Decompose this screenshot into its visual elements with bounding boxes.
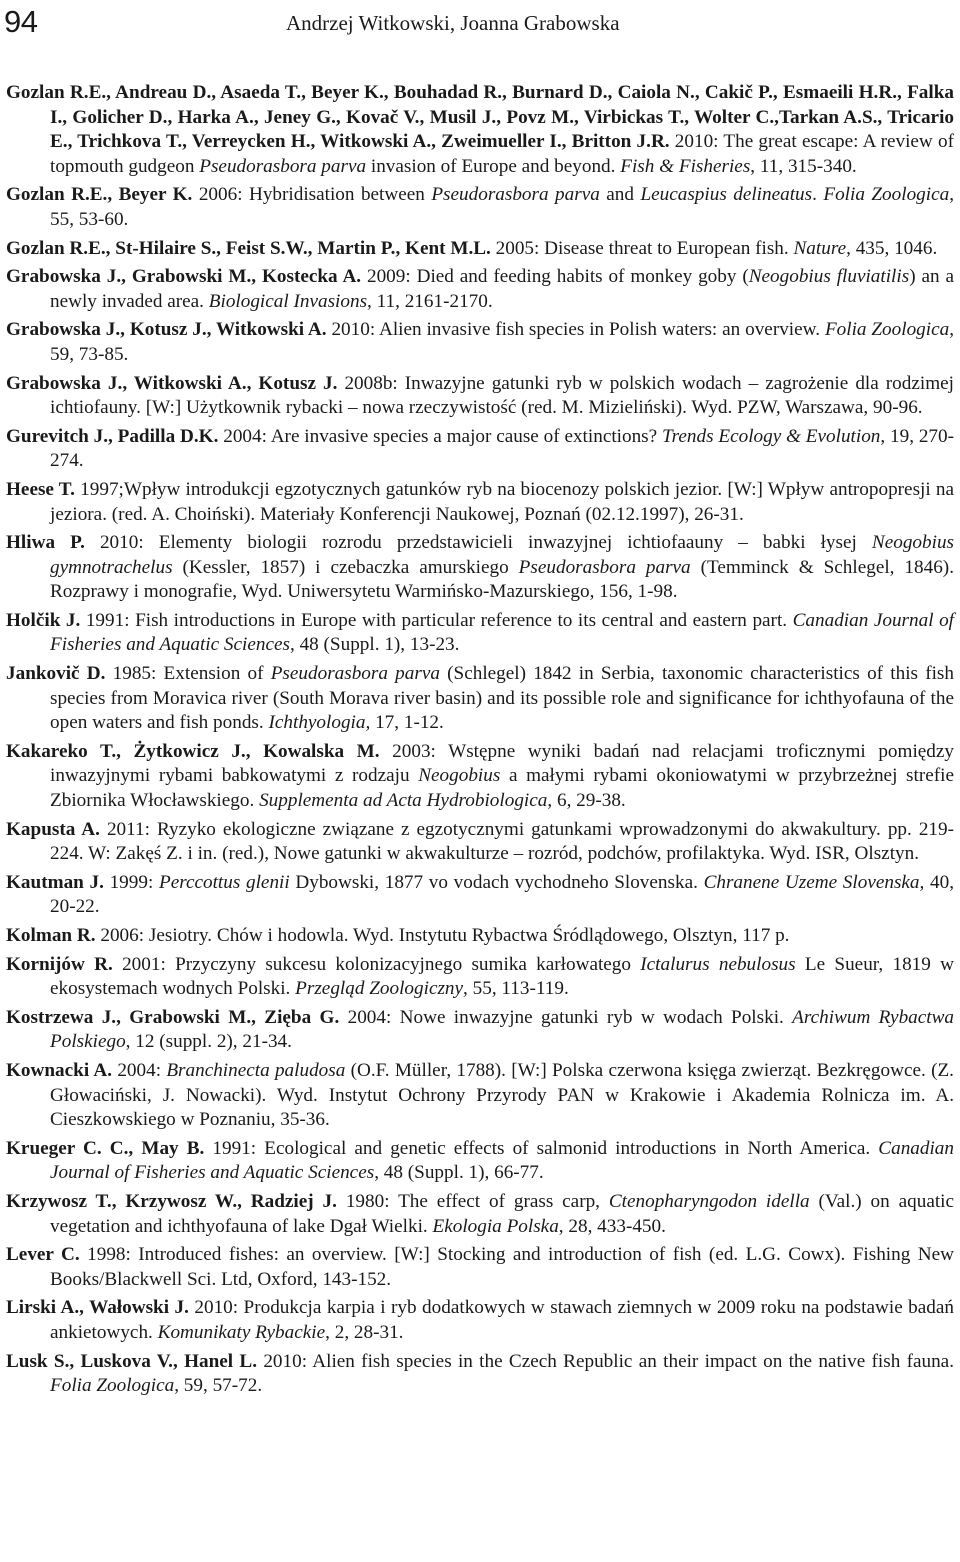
reference-text: 2009: Died and feeding habits of monkey goby ( [361, 266, 749, 288]
reference-entry [6, 478, 954, 527]
reference-italic-text: Komunikaty Rybackie [157, 1321, 326, 1343]
reference-italic-text: Ctenopharyngodon idella [608, 1190, 810, 1212]
reference-authors: Holčik J. [6, 609, 81, 631]
reference-entry [6, 1296, 954, 1345]
reference-authors: Grabowska J., Witkowski A., Kotusz J. [6, 372, 338, 394]
reference-italic-text: Ictalurus nebulosus [640, 953, 796, 975]
reference-authors: Lever C. [6, 1244, 80, 1266]
reference-text: (Val.) on aquatic vegetation and ichthyofauna of lake Dgał Wielki. [50, 1190, 955, 1237]
reference-entry [6, 1137, 954, 1186]
reference-italic-text: Canadian Journal of Fisheries and Aquatic Sciences [50, 1137, 954, 1184]
reference-italic-text: Canadian Journal of Fisheries and Aquatic Sciences [50, 609, 954, 656]
reference-text: , 48 (Suppl. 1), 13-23. [289, 634, 460, 656]
reference-text: , 6, 29-38. [547, 790, 626, 812]
reference-text: 1999: [103, 871, 159, 893]
reference-text: 2004: Are invasive species a major cause of extinctions? [218, 425, 662, 447]
reference-text: 1991: Fish introductions in Europe with particular reference to its central and eastern part. [80, 609, 793, 631]
reference-entry [6, 818, 954, 867]
reference-italic-text: Ekologia Polska [432, 1215, 559, 1237]
reference-authors: Heese T. [6, 478, 75, 500]
reference-text: Dybowski, 1877 vo vodach vychodneho Slovenska. [289, 871, 704, 893]
reference-authors: Kautman J. [6, 871, 104, 893]
reference-italic-text: Branchinecta paludosa [166, 1059, 346, 1081]
page-header [0, 0, 960, 58]
reference-entry [6, 871, 954, 920]
reference-text: (Temminck & Schlegel, 1846). Rozprawy i monografie, Wyd. Uniwersytetu Warmińsko-Mazurskiego, 156, 1-98. [50, 556, 954, 603]
reference-text: (Kessler, 1857) i czebaczka amurskiego [172, 556, 519, 578]
reference-text: 1985: Extension of [105, 663, 271, 685]
reference-entry [6, 372, 954, 421]
reference-text: 2004: [112, 1059, 167, 1081]
reference-text: 2010: The great escape: A review of topmouth gudgeon [50, 131, 954, 177]
reference-italic-text: Ichthyologia, [268, 712, 371, 734]
reference-text: , 11, 2161-2170. [367, 290, 493, 312]
reference-entry [6, 662, 954, 736]
reference-text: 1998: Introduced fishes: an overview. [W:] Stocking and introduction of fish (ed. L.G. Cowx). Fishing New Books/Blackwell Sci. Ltd, Oxford, 143-152. [50, 1244, 954, 1290]
reference-list [6, 81, 954, 1403]
reference-authors: Grabowska J., Kotusz J., Witkowski A. [6, 319, 327, 341]
reference-entry [6, 1190, 954, 1239]
reference-authors: Kakareko T., Żytkowicz J., Kowalska M. [6, 740, 380, 762]
reference-text: 2010: Alien invasive fish species in Polish waters: an overview. [326, 319, 825, 341]
reference-entry [6, 531, 954, 605]
reference-authors: Gurevitch J., Padilla D.K. [6, 425, 219, 447]
reference-text: , 11, 315-340. [750, 155, 857, 177]
reference-italic-text: Neogobius [418, 765, 501, 787]
reference-text: 2003: Wstępne wyniki badań nad relacjami troficznymi pomiędzy inwazyjnymi rybami babkowatymi z rodzaju [50, 740, 954, 787]
reference-italic-text: Folia Zoologica [824, 319, 950, 341]
reference-text: 2010: Produkcja karpia i ryb dodatkowych w stawach ziemnych w 2009 roku na podstawie badań ankietowych. [50, 1297, 954, 1343]
reference-authors: Gozlan R.E., Andreau D., Asaeda T., Beyer K., Bouhadad R., Burnard D., Caiola N., Cakič P., Esmaeili H.R., Falka I., Golicher D., Harka A., Jeney G., Kovač V., Musil J., Povz M., Virbickas T., Wolter C.,Tarkan A.S., Tricario E., Trichkova T., Verreycken H., Witkowski A., Zweimueller I., Britton J.R. [6, 82, 954, 153]
reference-text: Le Sueur, 1819 w ekosystemach wodnych Polski. [50, 953, 954, 1000]
reference-text: , 28, 433-450. [558, 1215, 666, 1237]
reference-text: , 55, 113-119. [463, 978, 569, 1000]
reference-text: 2005: Disease threat to European fish. [490, 237, 794, 259]
reference-text: 2010: Elementy biologii rozrodu przedstawicieli inwazyjnej ichtiofaauny – babki łysej [84, 532, 872, 554]
page-number: 94 [4, 4, 38, 39]
reference-text: 1991: Ecological and genetic effects of salmonid introductions in North America. [204, 1137, 879, 1159]
reference-italic-text: Biological Invasions [208, 290, 368, 312]
reference-text: , 435, 1046. [846, 237, 938, 259]
reference-text: 17, 1-12. [370, 712, 444, 734]
reference-text: 1997;Wpływ introdukcji egzotycznych gatunków ryb na biocenozy polskich jezior. [W:] Wpływ antropopresji na jeziora. (red. A. Choiński). Materiały Konferencji Naukowej, Poznań (02.12.1997), 26-31. [50, 478, 954, 525]
reference-authors: Kapusta A. [6, 818, 100, 840]
reference-text: 2006: Hybridisation between [192, 184, 432, 206]
reference-text: 2010: Alien fish species in the Czech Republic an their impact on the native fish fauna. [257, 1350, 954, 1372]
reference-italic-text: Pseudorasbora parva [270, 663, 440, 685]
reference-entry [6, 1059, 954, 1133]
reference-authors: Jankovič D. [6, 663, 106, 685]
reference-text: , 12 (suppl. 2), 21-34. [125, 1031, 292, 1053]
reference-italic-text: Pseudorasbora parva [431, 184, 600, 206]
reference-italic-text: Nature [793, 237, 847, 259]
reference-italic-text: Neogobius gymnotrachelus [50, 532, 955, 578]
reference-text: 2001: Przyczyny sukcesu kolonizacyjnego sumika karłowatego [112, 953, 641, 975]
reference-text: 2008b: Inwazyjne gatunki ryb w polskich wodach – zagrożenie dla rodzimej ichtiofauny. [W:] Użytkownik rybacki – nowa rzeczywistość (red. M. Mizieliński). Wyd. PZW, Warszawa, 90-96. [50, 372, 954, 419]
reference-text: 2004: Nowe inwazyjne gatunki ryb w wodach Polski. [339, 1006, 793, 1028]
reference-text: , 55, 53-60. [50, 184, 954, 230]
reference-text: ) an a newly invaded area. [50, 266, 954, 312]
reference-italic-text: Trends Ecology & Evolution [662, 425, 881, 447]
reference-text: , 19, 270-274. [50, 425, 955, 472]
reference-authors: Kolman R. [6, 925, 96, 946]
running-head: Andrzej Witkowski, Joanna Grabowska [286, 11, 620, 35]
reference-entry [6, 740, 954, 814]
reference-entry [6, 1006, 954, 1055]
reference-italic-text: Folia Zoologica [50, 1375, 175, 1397]
reference-text: 2006: Jesiotry. Chów i hodowla. Wyd. Instytutu Rybactwa Śródlądowego, Olsztyn, 117 p. [95, 925, 790, 946]
reference-italic-text: Pseudorasbora parva [518, 556, 691, 578]
reference-entry [6, 953, 954, 1002]
reference-text: , 59, 73-85. [50, 319, 954, 365]
reference-italic-text: Neogobius fluviatilis [748, 266, 910, 288]
reference-text: (Schlegel) 1842 in Serbia, taxonomic characteristics of this fish species from Moravica river (South Morava river basin) and its possible role and significance for ichthyofauna of the open waters and fish ponds. [50, 663, 954, 734]
reference-italic-text: Perccottus glenii [158, 871, 290, 893]
reference-authors: Gozlan R.E., Beyer K. [6, 184, 193, 206]
reference-entry [6, 425, 954, 474]
reference-authors: Lirski A., Wałowski J. [6, 1297, 189, 1319]
reference-italic-text: Fish & Fisheries [620, 155, 751, 177]
reference-italic-text: Folia Zoologica [823, 184, 950, 206]
reference-entry [6, 1243, 954, 1292]
reference-entry [6, 81, 954, 179]
reference-authors: Kornijów R. [6, 953, 113, 975]
reference-text: 1980: The effect of grass carp, [336, 1190, 609, 1212]
reference-text: . [812, 184, 824, 206]
reference-authors: Gozlan R.E., St-Hilaire S., Feist S.W., Martin P., Kent M.L. [6, 237, 491, 259]
reference-text: 40, 20-22. [50, 871, 954, 918]
reference-entry [6, 183, 954, 232]
reference-authors: Krzywosz T., Krzywosz W., Radziej J. [6, 1190, 337, 1212]
reference-text: 2011: Ryzyko ekologiczne związane z egzotycznymi gatunkami wprowadzonymi do akwakultury. pp. 219-224. W: Zakęś Z. i in. (red.), Nowe gatunki w akwakulturze – rozród, podchów, profilaktyka. Wyd. ISR, Olsztyn. [50, 818, 955, 865]
reference-entry [6, 237, 954, 262]
reference-authors: Kownacki A. [6, 1059, 113, 1081]
reference-authors: Grabowska J., Grabowski M., Kostecka A. [6, 266, 362, 288]
reference-entry [6, 609, 954, 658]
reference-text: (O.F. Müller, 1788). [W:] Polska czerwona księga zwierząt. Bezkręgowce. (Z. Głowaciński, J. Nowacki). Wyd. Instytut Ochrony Przyrody PAN w Krakowie i Akademia Rolnicza im. A. Cieszkowskiego w Poznaniu, 35-36. [50, 1059, 954, 1131]
reference-italic-text: Archiwum Rybactwa Polskiego [50, 1006, 954, 1053]
reference-entry [6, 265, 954, 314]
reference-entry [6, 1350, 954, 1399]
reference-text: invasion of Europe and beyond. [366, 155, 621, 177]
reference-italic-text: Przegląd Zoologiczny [295, 978, 464, 1000]
reference-authors: Lusk S., Luskova V., Hanel L. [6, 1350, 258, 1372]
reference-italic-text: Chranene Uzeme Slovenska, [703, 871, 925, 893]
reference-text: and [599, 184, 641, 206]
reference-authors: Kostrzewa J., Grabowski M., Zięba G. [6, 1006, 340, 1028]
reference-authors: Krueger C. C., May B. [6, 1137, 205, 1159]
reference-italic-text: Pseudorasbora parva [199, 155, 367, 177]
reference-text: a małymi rybami okoniowatymi w przybrzeżnej strefie Zbiornika Włocławskiego. [50, 765, 954, 812]
reference-text: , 48 (Suppl. 1), 66-77. [374, 1162, 544, 1184]
reference-text: , 2, 28-31. [325, 1321, 404, 1343]
reference-text: , 59, 57-72. [174, 1375, 263, 1397]
reference-entry [6, 318, 954, 367]
reference-entry [6, 924, 954, 949]
reference-authors: Hliwa P. [6, 532, 85, 554]
reference-italic-text: Supplementa ad Acta Hydrobiologica [259, 790, 548, 812]
reference-italic-text: Leucaspius delineatus [640, 184, 813, 206]
